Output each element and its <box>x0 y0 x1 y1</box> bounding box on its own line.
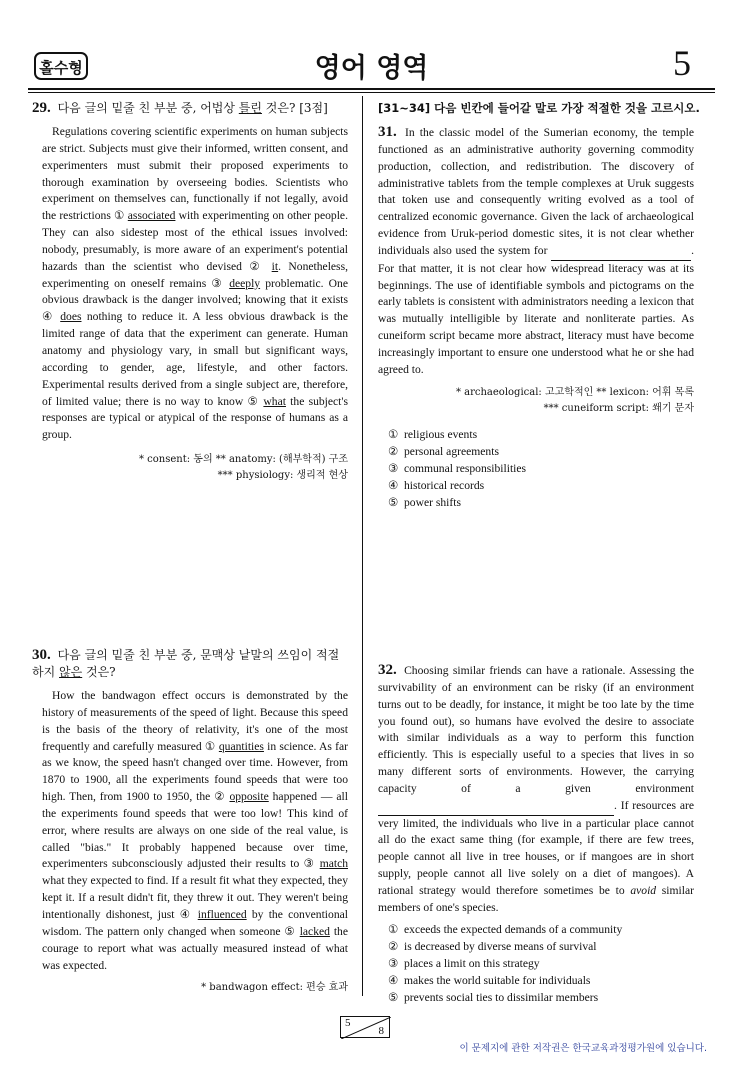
q30-underline-4: influenced <box>197 907 247 921</box>
q29-footnote-2: *** physiology: 생리적 현상 <box>217 470 348 482</box>
q32-option-5[interactable] <box>388 989 694 1006</box>
q32-number: 32. <box>378 662 397 678</box>
q29-instruction-emph: 틀린 <box>238 101 262 115</box>
q29-passage <box>32 124 348 444</box>
question-32 <box>378 662 694 1006</box>
q29-instruction-text-c: 것은? [3점] <box>261 101 328 115</box>
q32-option-1-number: ① <box>388 922 399 936</box>
q31-options <box>378 426 694 511</box>
question-29 <box>32 100 348 484</box>
q30-text-2: in science. As far as we know, the speed hasn't changed over time. However, from 1870 to 1900, all the experiments found speeds that were too high. Then, from 1900 to 1950, the <box>42 739 348 804</box>
q32-option-3[interactable] <box>388 955 694 972</box>
q31-option-1-text: religious events <box>404 427 478 441</box>
q31-blank <box>551 243 691 261</box>
q29-text-4: problematic. One obvious drawback is the danger involved; knowing that it exists <box>42 276 348 307</box>
q29-instruction <box>32 100 348 117</box>
q30-underline-2: opposite <box>229 790 269 804</box>
q32-option-4-number: ④ <box>388 973 399 987</box>
q31-option-3-number: ③ <box>388 461 399 475</box>
page-indicator <box>340 1016 390 1038</box>
q31-passage <box>378 124 694 379</box>
q31-option-1[interactable] <box>388 426 694 443</box>
q32-blank <box>378 798 614 816</box>
q30-number: 30. <box>32 647 51 663</box>
q30-marker-2: ② <box>214 790 230 804</box>
q29-marker-1: ① <box>113 209 128 223</box>
q31-option-1-number: ① <box>388 427 399 441</box>
q29-text-6: the subject's responses are typical or atypical of the response of humans as a group. <box>42 394 349 442</box>
q32-option-2-number: ② <box>388 939 399 953</box>
q29-underline-1: associated <box>127 209 176 223</box>
q30-marker-5: ⑤ <box>284 924 300 938</box>
question-31 <box>378 124 694 511</box>
section-heading: [31~34] 다음 빈칸에 들어갈 말로 가장 적절한 것을 고르시오. <box>378 101 700 115</box>
q31-number: 31. <box>378 124 397 140</box>
q30-instruction-emph: 않은 <box>59 665 83 679</box>
q32-option-3-text: places a limit on this strategy <box>404 956 540 970</box>
q29-marker-5: ⑤ <box>247 394 264 408</box>
q32-option-5-number: ⑤ <box>388 990 399 1004</box>
q31-option-2[interactable] <box>388 443 694 460</box>
q29-underline-3: deeply <box>229 276 261 290</box>
q32-option-1-text: exceeds the expected demands of a community <box>404 922 623 936</box>
q30-underline-1: quantities <box>218 739 264 753</box>
page-title: 영어 영역 <box>314 53 429 84</box>
q32-emphasis: avoid <box>630 883 657 897</box>
q31-option-5-number: ⑤ <box>388 495 399 509</box>
q30-text-5: by the conventional wisdom. The pattern only changed when someone <box>42 907 348 938</box>
q32-option-4[interactable] <box>388 972 694 989</box>
q32-option-4-text: makes the world suitable for individuals <box>404 973 591 987</box>
q32-text-1: Choosing similar friends can have a rationale. Assessing the survivability of an environment can be risky (if an environment turns out to be deadly, for instance, it might be too late by the time you found out), so humans have evolved the desire to associate with similar individuals as a way to perform this function efficiently. This is especially useful to a species that lives in so many different sorts of environments. However, the carrying capacity of a given environment <box>378 664 694 795</box>
q31-option-4-text: historical records <box>404 478 485 492</box>
q32-options <box>378 921 694 1006</box>
q29-marker-4: ④ <box>42 310 61 324</box>
q29-footnote-1: * consent: 동의 ** anatomy: (해부학적) 구조 <box>139 454 348 466</box>
q30-text-1: How the bandwagon effect occurs is demonstrated by the history of measurements of the speed of light. Because this speed is the basis of the theory of relativity, it's one of the most frequently and carefully measured <box>42 689 348 753</box>
q32-option-2[interactable] <box>388 938 694 955</box>
q29-text-3: . Nonetheless, experimenting on oneself remains <box>42 259 348 290</box>
q30-instruction-text-c: 것은? <box>82 665 116 679</box>
q29-marker-2: ② <box>249 259 272 273</box>
q32-option-1[interactable] <box>388 921 694 938</box>
q31-option-5[interactable] <box>388 494 694 511</box>
q29-underline-2: it <box>271 259 279 273</box>
question-30 <box>32 647 348 996</box>
column-divider <box>362 96 363 996</box>
q31-option-4-number: ④ <box>388 478 399 492</box>
q30-instruction <box>32 647 348 681</box>
q30-marker-3: ③ <box>303 857 320 871</box>
q31-footnote-1: * archaeological: 고고학적인 ** lexicon: 어휘 목록 <box>455 386 694 398</box>
q29-text-5: nothing to reduce it. A less obvious drawback is the limited range of data that the experiment can generate. Human anatomy and physiology vary, in small but significant ways, according to gender, age, lifestyle, and other factors. Experimental results derived from a single subject are, therefore, of limited value; there is no way to know <box>42 310 348 408</box>
q31-option-4[interactable] <box>388 477 694 494</box>
q29-instruction-text-a: 다음 글의 밑줄 친 부분 중, 어법상 <box>57 101 239 115</box>
page-number: 5 <box>673 43 691 83</box>
q32-text-2: . If resources are very limited, the individuals who live in a particular place cannot all do the exact same thing (for example, if there are few trees, people cannot all live in tree houses, or if mangoes are in short supply, people cannot all live solely on a diet of mangoes). A rational strategy would therefore sometimes be to <box>378 798 694 897</box>
q32-option-3-number: ③ <box>388 956 399 970</box>
q30-text-4: what they expected to find. If a result fit what they expected, they kept it. If a result didn't fit, they threw it out. They weren't being intentionally dishonest, just <box>42 874 348 921</box>
q29-marker-3: ③ <box>211 276 230 290</box>
q29-number: 29. <box>32 100 51 116</box>
q29-text-1: Regulations covering scientific experiments on human subjects are strict. Subjects must give their informed, written consent, and experimenters must submit their proposed experiments to thorough examination by overseeing bodies. Scientists who experiment on themselves can, functionally if not legally, avoid the restrictions <box>42 125 348 223</box>
header-rule <box>28 88 715 90</box>
q31-text-2: . For that matter, it is not clear how widespread literacy was at its beginnings. The use of identifiable symbols and pictograms on the early tablets is consistent with administrators needing a lexicon that was mutually intelligible by literate and nonliterate parties. As cuneiform script became more abstract, literacy must have become increasingly important to ensure one understood what he or she had agreed to. <box>378 243 694 376</box>
q31-footnote-2: *** cuneiform script: 쐐기 문자 <box>543 402 694 414</box>
q32-text-3: similar members of one's species. <box>378 883 694 914</box>
q29-underline-5: what <box>263 394 286 408</box>
header-rule-thin <box>28 92 715 93</box>
q31-option-5-text: power shifts <box>404 495 461 509</box>
q30-marker-1: ① <box>204 739 219 753</box>
q30-instruction-text-a: 다음 글의 밑줄 친 부분 중, 문맥상 낱말의 쓰임이 적절하지 <box>32 648 340 679</box>
q30-passage <box>32 688 348 974</box>
footer-total: 8 <box>378 1025 384 1037</box>
form-type-badge: 홀수형 <box>34 52 88 80</box>
q32-option-2-text: is decreased by diverse means of survival <box>404 939 597 953</box>
footer-page: 5 <box>345 1017 351 1029</box>
q30-text-6: the courage to report what was actually measured instead of what was expected. <box>42 924 349 972</box>
q32-option-5-text: prevents social ties to dissimilar members <box>404 990 599 1004</box>
q30-footnote: * bandwagon effect: 편승 효과 <box>201 982 348 994</box>
q32-passage <box>378 662 694 917</box>
q29-underline-4: does <box>60 310 82 324</box>
q31-text-1: In the classic model of the Sumerian economy, the temple functioned as an administrative authority governing commodity production, collection, and redistribution. The discovery of administrative tablets from the temple complexes at Uruk suggests that token use and consequently writing evolved as a tool of centralized economic governance. Given the lack of archaeological evidence from Uruk-period domestic sites, it is not clear whether individuals also used the system for <box>378 126 694 257</box>
q31-option-2-text: personal agreements <box>404 444 499 458</box>
q31-option-3-text: communal responsibilities <box>404 461 527 475</box>
q30-underline-3: match <box>319 857 349 871</box>
q30-marker-4: ④ <box>179 907 198 921</box>
q29-text-2: with experimenting on other people. They can also sidestep most of the ethical issues involved: nobody, presumably, is more aware of an experiment's potential hazards than the scientist who devised <box>42 209 348 273</box>
q30-text-3: happened — all the experiments found speeds that were too low! This kind of error, where results are always on one side of the real value, is called "bias." It probably happened because over time, experimenters subconsciously adjusted their results to <box>42 790 348 871</box>
copyright-notice: 이 문제지에 관한 저작권은 한국교육과정평가원에 있습니다. <box>459 1043 707 1054</box>
q30-underline-5: lacked <box>299 924 330 938</box>
q31-option-3[interactable] <box>388 460 694 477</box>
q31-option-2-number: ② <box>388 444 399 458</box>
